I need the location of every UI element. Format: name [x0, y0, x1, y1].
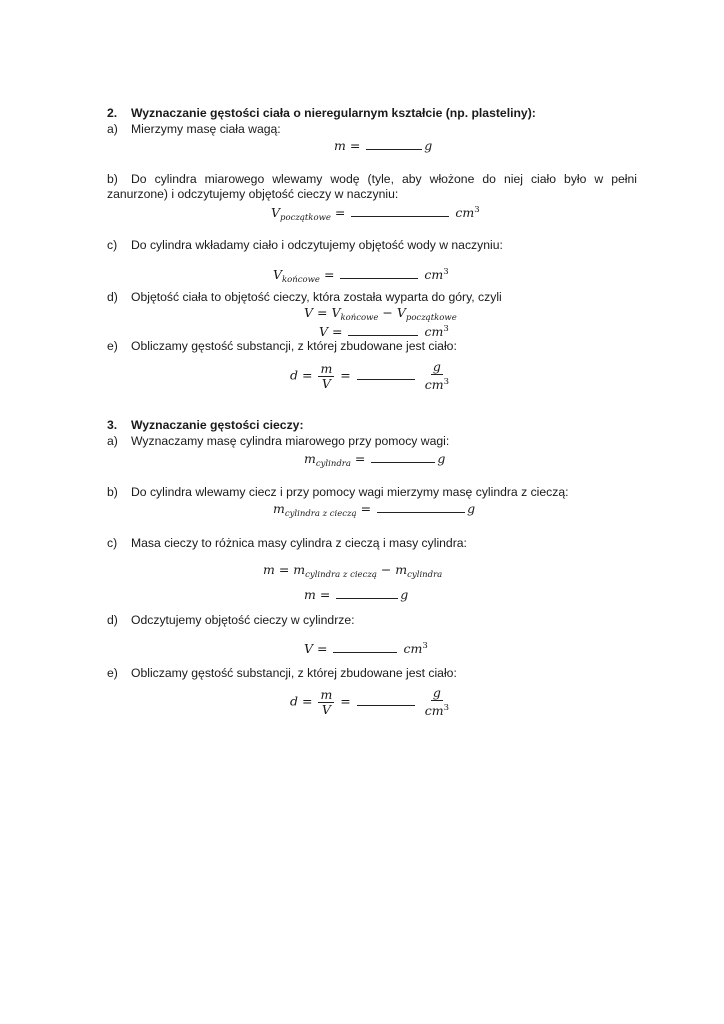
section-title: Wyznaczanie gęstości cieczy: — [131, 418, 304, 432]
step-marker: e) — [107, 666, 118, 680]
answer-blank-cylinder-mass[interactable] — [371, 452, 435, 463]
equation-liquid-mass: m = g — [304, 587, 409, 602]
step-marker: e) — [107, 339, 118, 353]
answer-blank-volume[interactable] — [348, 325, 418, 336]
equation-density-solid: d = $\frac{m}{V}$ = $\frac{g}{cm^3}$ — [290, 359, 450, 392]
step-marker: b) — [107, 172, 118, 186]
section-2-heading — [107, 106, 536, 121]
equation-final-volume: $V_{końcowe} = cm^3$ — [273, 267, 449, 285]
equation-mass: m = g — [334, 138, 433, 153]
equation-volume: $V = cm^3$ — [319, 324, 449, 339]
step-3a — [107, 434, 449, 449]
equation-density-liquid: d = $\frac{m}{V}$ = $\frac{g}{cm^3}$ — [290, 685, 450, 718]
answer-blank-density-solid[interactable] — [357, 369, 415, 380]
step-2c — [107, 238, 503, 253]
step-2e — [107, 339, 457, 354]
section-title: Wyznaczanie gęstości ciała o nieregularnym kształcie (np. plasteliny): — [131, 106, 536, 120]
step-marker: c) — [107, 536, 118, 550]
answer-blank-mass[interactable] — [366, 139, 422, 150]
step-2d — [107, 290, 502, 305]
fraction-unit-g-per-cm3: $\frac{g}{cm^3}$ — [424, 359, 450, 392]
answer-blank-density-liquid[interactable] — [357, 695, 415, 706]
section-number: 2. — [107, 106, 118, 120]
fraction-m-over-v: $\frac{m}{V}$ — [320, 360, 333, 391]
step-text: Do cylindra wlewamy ciecz i przy pomocy wagi mierzymy masę cylindra z cieczą: — [131, 485, 569, 499]
equation-liquid-mass-difference: $m = m_{cylindra z cieczą} - m_{cylindra}$ — [263, 562, 443, 580]
section-3-heading — [107, 418, 304, 433]
fraction-m-over-v: $\frac{m}{V}$ — [320, 686, 333, 717]
step-3c — [107, 536, 467, 551]
answer-blank-final-volume[interactable] — [340, 268, 418, 279]
step-3d — [107, 613, 355, 628]
step-3b — [107, 485, 569, 500]
step-marker: a) — [107, 122, 118, 136]
equation-initial-volume: $V_{początkowe} = cm^3$ — [271, 205, 480, 223]
answer-blank-cylinder-with-liquid-mass[interactable] — [377, 502, 465, 513]
step-marker: d) — [107, 613, 118, 627]
step-2a — [107, 122, 281, 137]
answer-blank-liquid-volume[interactable] — [333, 642, 397, 653]
step-text: Do cylindra miarowego wlewamy wodę (tyle, aby włożone do niej ciało było w pełni zanurzone) i odczytujemy objętość cieczy w naczyniu: — [107, 172, 637, 201]
step-3e — [107, 666, 457, 681]
step-text: Masa cieczy to różnica masy cylindra z cieczą i masy cylindra: — [131, 536, 467, 550]
equation-liquid-volume: $V = cm^3$ — [304, 641, 428, 656]
step-marker: c) — [107, 238, 118, 252]
step-marker: b) — [107, 485, 118, 499]
step-marker: a) — [107, 434, 118, 448]
fraction-unit-g-per-cm3: $\frac{g}{cm^3}$ — [424, 685, 450, 718]
answer-blank-liquid-mass[interactable] — [336, 588, 398, 599]
step-text: Objętość ciała to objętość cieczy, która została wyparta do góry, czyli — [131, 290, 502, 304]
step-text: Do cylindra wkładamy ciało i odczytujemy objętość wody w naczyniu: — [131, 238, 503, 252]
step-2b — [107, 172, 637, 202]
step-text: Obliczamy gęstość substancji, z której zbudowane jest ciało: — [131, 339, 457, 353]
answer-blank-initial-volume[interactable] — [351, 206, 449, 217]
equation-volume-difference: $V = V_{końcowe} - V_{początkowe}$ — [304, 305, 457, 323]
step-marker: d) — [107, 290, 118, 304]
equation-cylinder-mass: $m_{cylindra} = g$ — [304, 451, 446, 469]
equation-cylinder-with-liquid-mass: $m_{cylindra z cieczą} = g$ — [273, 501, 476, 519]
section-number: 3. — [107, 418, 118, 432]
step-text: Mierzymy masę ciała wagą: — [131, 122, 281, 136]
step-text: Obliczamy gęstość substancji, z której zbudowane jest ciało: — [131, 666, 457, 680]
step-text: Wyznaczamy masę cylindra miarowego przy pomocy wagi: — [131, 434, 450, 448]
step-text: Odczytujemy objętość cieczy w cylindrze: — [131, 613, 355, 627]
